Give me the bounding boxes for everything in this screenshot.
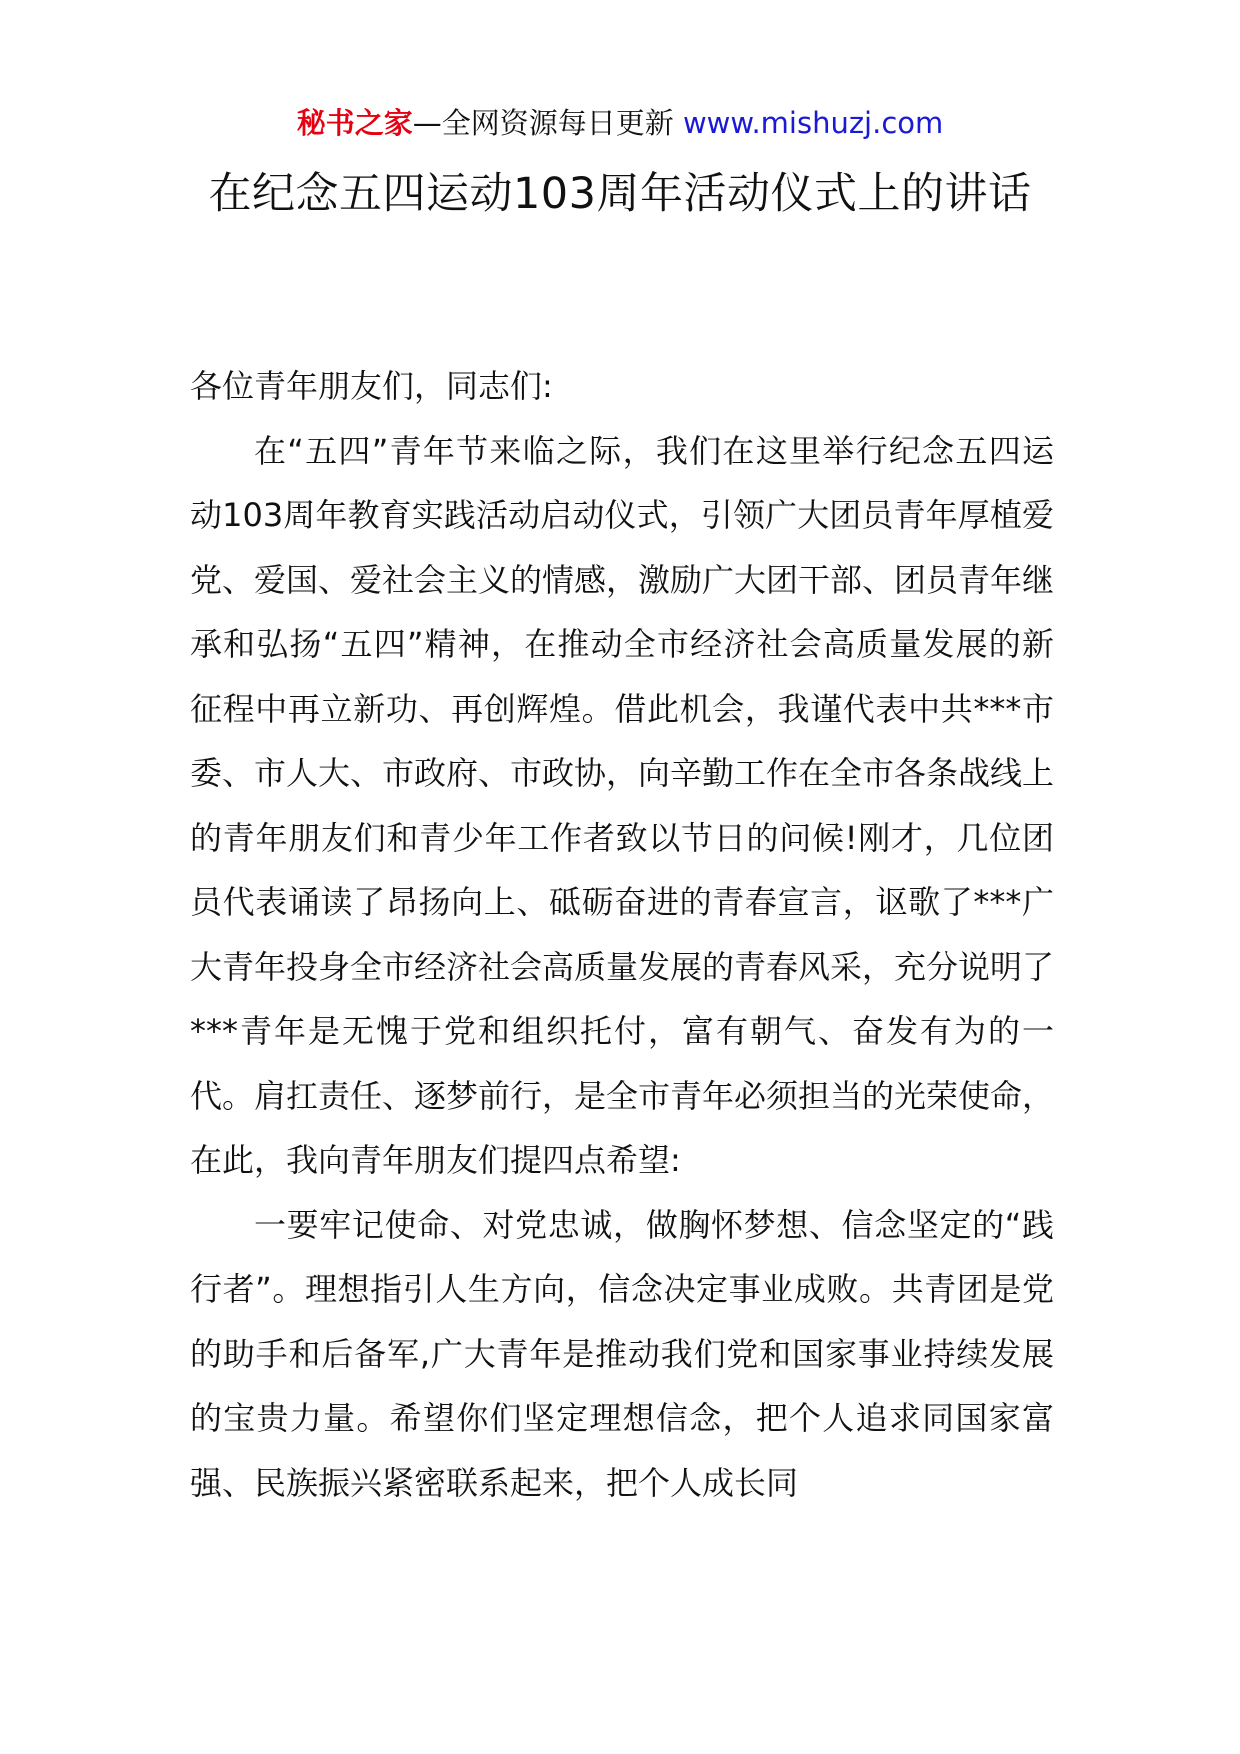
document-title: 在纪念五四运动103周年活动仪式上的讲话 xyxy=(208,169,1032,219)
paragraph: 在“五四”青年节来临之际，我们在这里举行纪念五四运动103周年教育实践活动启动仪式，引领广大团员青年厚植爱党、爱国、爱社会主义的情感，激励广大团干部、团员青年继承和弘扬“五四”精神，在推动全市经济社会高质量发展的新征程中再立新功、再创辉煌。借此机会，我谨代表中共***市委、市人大、市政府、市政协，向辛勤工作在全市各条战线上的青年朋友们和青少年工作者致以节日的问候!刚才，几位团员代表诵读了昂扬向上、砥砺奋进的青春宣言，讴歌了***广大青年投身全市经济社会高质量发展的青春风采，充分说明了***青年是无愧于党和组织托付，富有朝气、奋发有为的一代。肩扛责任、逐梦前行，是全市青年必须担当的光荣使命，在此，我向青年朋友们提四点希望: xyxy=(190,431,1055,1179)
paragraph: 一要牢记使命、对党忠诚，做胸怀梦想、信念坚定的“践行者”。理想指引人生方向，信念决定事业成败。共青团是党的助手和后备军,广大青年是推动我们党和国家事业持续发展的宝贵力量。希望你们坚定理想信念，把个人追求同国家富强、民族振兴紧密联系起来，把个人成长同 xyxy=(190,1205,1054,1502)
salutation: 各位青年朋友们，同志们: xyxy=(190,367,553,405)
document-body xyxy=(190,354,1054,1515)
header-tagline: —全网资源每日更新 xyxy=(412,106,683,140)
site-header xyxy=(0,103,1240,143)
site-url: www.mishuzj.com xyxy=(682,106,944,140)
brand-name: 秘书之家 xyxy=(296,106,413,140)
